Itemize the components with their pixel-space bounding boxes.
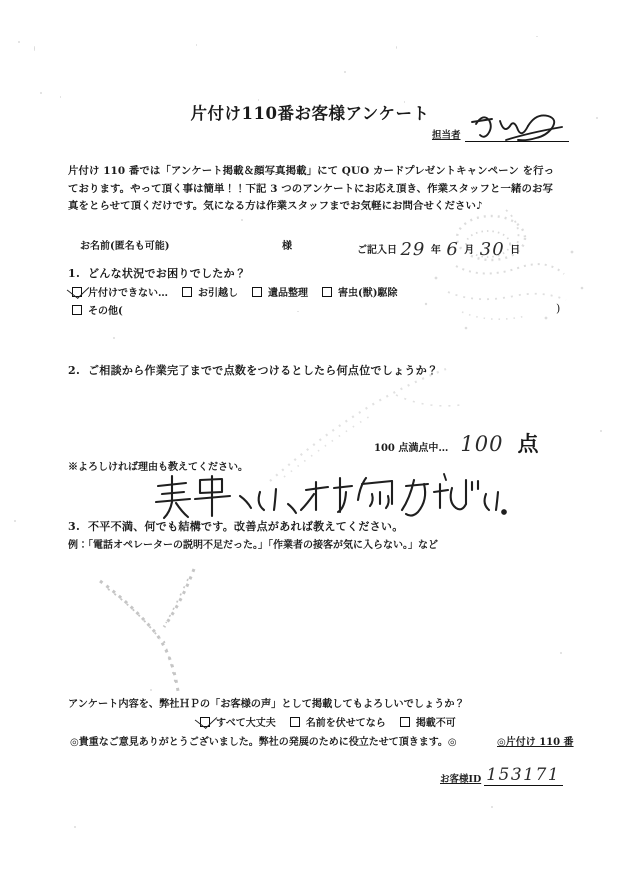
q1-checkbox-estate-cleanup[interactable] — [252, 287, 262, 297]
q1-label-pest-control: 害虫(獣)駆除 — [338, 288, 398, 299]
q1-label-moving: お引越し — [198, 288, 238, 299]
question-2-heading — [68, 362, 438, 378]
score-prefix-label: 100 点満点中… — [374, 443, 449, 454]
question-1-text: どんな状況でお困りでしたか？ — [88, 267, 247, 280]
consent-label-anonymous: 名前を伏せてなら — [305, 718, 386, 729]
entry-date-month: 6 — [446, 239, 459, 260]
footer-brand-name: ◎片付け 110 番 — [497, 737, 574, 748]
q1-checkbox-pest-control[interactable] — [322, 287, 332, 297]
entry-date-day: 30 — [479, 239, 505, 260]
question-2-text: ご相談から作業完了までで点数をつけるとしたら何点位でしょうか？ — [88, 364, 439, 377]
score-value-handwritten: 100 — [460, 432, 504, 456]
entry-date-month-unit: 月 — [464, 245, 475, 256]
customer-id-value: 153171 — [484, 765, 563, 786]
scan-smudge-upper-right — [396, 200, 596, 350]
entry-date-field[interactable] — [357, 237, 522, 258]
customer-id-field[interactable] — [440, 765, 563, 786]
intro-text: 片付け 110 番では「アンケート掲載＆顔写真掲載」にて QUO カードプレゼントキャンペーン を行っております。やって頂く事は簡単！！下記 3 つのアンケートにお応え頂き、作業スタッフと一緒のお写真をとらせて頂くだけです。気になる方は作業スタッフまでお気軽にお問合せください♪ — [68, 165, 555, 212]
customer-id-label: お客様ID — [440, 774, 482, 785]
consent-checkbox-anonymous[interactable] — [290, 717, 300, 727]
page-title: 片付け110番お客様アンケート — [190, 104, 430, 123]
staff-in-charge-field[interactable] — [432, 127, 569, 142]
question-1-heading — [68, 265, 246, 281]
consent-question: アンケート内容を、弊社ＨＰの「お客様の声」として掲載してもよろしいでしょうか？ — [68, 698, 465, 710]
q1-checkbox-cannot-tidy[interactable] — [72, 287, 82, 297]
q1-option-estate-cleanup[interactable] — [252, 284, 308, 299]
customer-name-honorific: 様 — [282, 241, 292, 252]
scan-fold-lower-left — [72, 545, 282, 705]
q1-other-paren-close: ) — [556, 302, 561, 315]
intro-paragraph — [68, 163, 556, 216]
entry-date-year: 29 — [400, 239, 426, 260]
question-3-number: 3. — [68, 520, 81, 533]
question-1-number: 1. — [68, 267, 81, 280]
question-2-score-field[interactable] — [374, 428, 538, 458]
question-3-example: 例：「電話オペレーターの説明不足だった。」「作業者の接客が気に入らない。」など — [68, 540, 438, 551]
question-1-options-row-1 — [72, 284, 411, 299]
q1-label-cannot-tidy: 片付けできない… — [88, 288, 168, 299]
q1-option-other[interactable] — [72, 302, 123, 317]
consent-options — [200, 714, 470, 729]
consent-checkbox-all-ok[interactable] — [200, 717, 210, 727]
question-1-options-row-2 — [72, 302, 137, 317]
q1-option-pest-control[interactable] — [322, 284, 397, 299]
q1-checkbox-other[interactable] — [72, 305, 82, 315]
consent-checkbox-no-publish[interactable] — [400, 717, 410, 727]
question-3-heading — [68, 518, 404, 534]
q1-checkbox-moving[interactable] — [182, 287, 192, 297]
consent-option-anonymous[interactable] — [290, 714, 386, 729]
customer-name-label: お名前(匿名も可能) — [80, 241, 170, 252]
staff-in-charge-rule — [465, 128, 569, 142]
question-2-number: 2. — [68, 364, 81, 377]
staff-in-charge-label: 担当者 — [432, 130, 461, 141]
consent-option-all-ok[interactable] — [200, 714, 276, 729]
question-3-text: 不平不満、何でも結構です。改善点があれば教えてください。 — [88, 520, 404, 533]
consent-label-all-ok: すべて大丈夫 — [216, 718, 276, 729]
question-2-reason-note: ※よろしければ理由も教えてください。 — [68, 462, 248, 473]
entry-date-day-unit: 日 — [510, 245, 521, 256]
entry-date-year-unit: 年 — [430, 245, 441, 256]
consent-label-no-publish: 掲載不可 — [415, 718, 456, 729]
consent-option-no-publish[interactable] — [400, 714, 456, 729]
entry-date-label: ご記入日 — [357, 245, 397, 256]
q1-label-estate-cleanup: 遺品整理 — [268, 288, 308, 299]
score-unit-label: 点 — [517, 431, 539, 456]
q1-option-cannot-tidy[interactable] — [72, 284, 168, 299]
q1-option-moving[interactable] — [182, 284, 238, 299]
footer-thanks-message: ◎貴重なご意見ありがとうございました。弊社の発展のために役立たせて頂きます。◎ — [70, 737, 457, 748]
q1-label-other: その他( — [88, 306, 123, 317]
